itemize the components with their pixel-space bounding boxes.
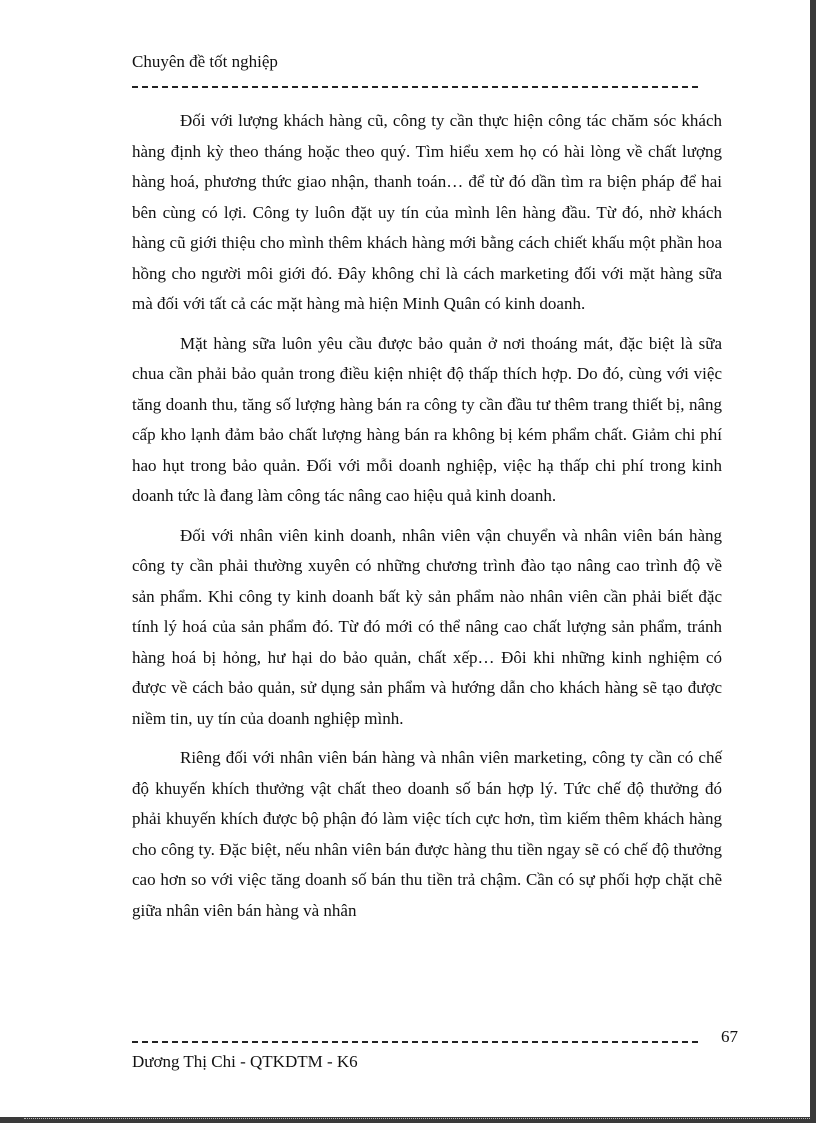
- header-divider: [132, 86, 698, 88]
- page-number: 67: [721, 1027, 738, 1046]
- footer-author: Dương Thị Chi - QTKDTM - K6: [132, 1052, 358, 1071]
- paragraph: Đối với lượng khách hàng cũ, công ty cần thực hiện công tác chăm sóc khách hàng định kỳ theo tháng hoặc theo quý. Tìm hiểu xem họ có hài lòng về chất lượng hàng hoá, phương thức giao nhận, thanh toán… để từ đó dần tìm ra biện pháp để hai bên cùng có lợi. Công ty luôn đặt uy tín của mình lên hàng đầu. Từ đó, nhờ khách hàng cũ giới thiệu cho mình thêm khách hàng mới bằng cách chiết khấu một phần hoa hồng cho người môi giới đó. Đây không chỉ là cách marketing đối với mặt hàng sữa mà đối với tất cả các mặt hàng mà hiện Minh Quân có kinh doanh.: [132, 111, 722, 313]
- document-body: [132, 106, 722, 935]
- bottom-dotted-edge: [24, 1118, 810, 1119]
- paragraph: Mặt hàng sữa luôn yêu cầu được bảo quản ở nơi thoáng mát, đặc biệt là sữa chua cần phải bảo quản trong điều kiện nhiệt độ thấp thích hợp. Do đó, cùng với việc tăng doanh thu, tăng số lượng hàng bán ra công ty cần đầu tư thêm trang thiết bị, nâng cấp kho lạnh đảm bảo chất lượng hàng bán ra không bị kém phẩm chất. Giảm chi phí hao hụt trong bảo quản. Đối với mỗi doanh nghiệp, việc hạ thấp chi phí trong kinh doanh tức là đang làm công tác nâng cao hiệu quả kinh doanh.: [132, 333, 722, 505]
- paragraph: Đối với nhân viên kinh doanh, nhân viên vận chuyển và nhân viên bán hàng công ty cần phải thường xuyên có những chương trình đào tạo nâng cao trình độ về sản phẩm. Khi công ty kinh doanh bất kỳ sản phẩm nào nhân viên cần phải biết đặc tính lý hoá của sản phẩm đó. Từ đó mới có thể nâng cao chất lượng sản phẩm, tránh hàng hoá bị hỏng, hư hại do bảo quản, chất xếp… Đôi khi những kinh nghiệm có được về cách bảo quản, sử dụng sản phẩm và hướng dẫn cho khách hàng sẽ tạo được niềm tin, uy tín của doanh nghiệp mình.: [132, 525, 722, 728]
- footer-divider: [132, 1041, 698, 1043]
- page-header-title: Chuyên đề tốt nghiệp: [132, 52, 278, 71]
- paragraph: Riêng đối với nhân viên bán hàng và nhân viên marketing, công ty cần có chế độ khuyến khích thưởng vật chất theo doanh số bán hợp lý. Tức chế độ thưởng đó phải khuyến khích được bộ phận đó làm việc tích cực hơn, tìm kiếm thêm khách hàng cho công ty. Đặc biệt, nếu nhân viên bán được hàng thu tiền ngay sẽ có chế độ thưởng cao hơn so với việc tăng doanh số bán thu tiền trả chậm. Cần có sự phối hợp chặt chẽ giữa nhân viên bán hàng và nhân: [132, 748, 722, 920]
